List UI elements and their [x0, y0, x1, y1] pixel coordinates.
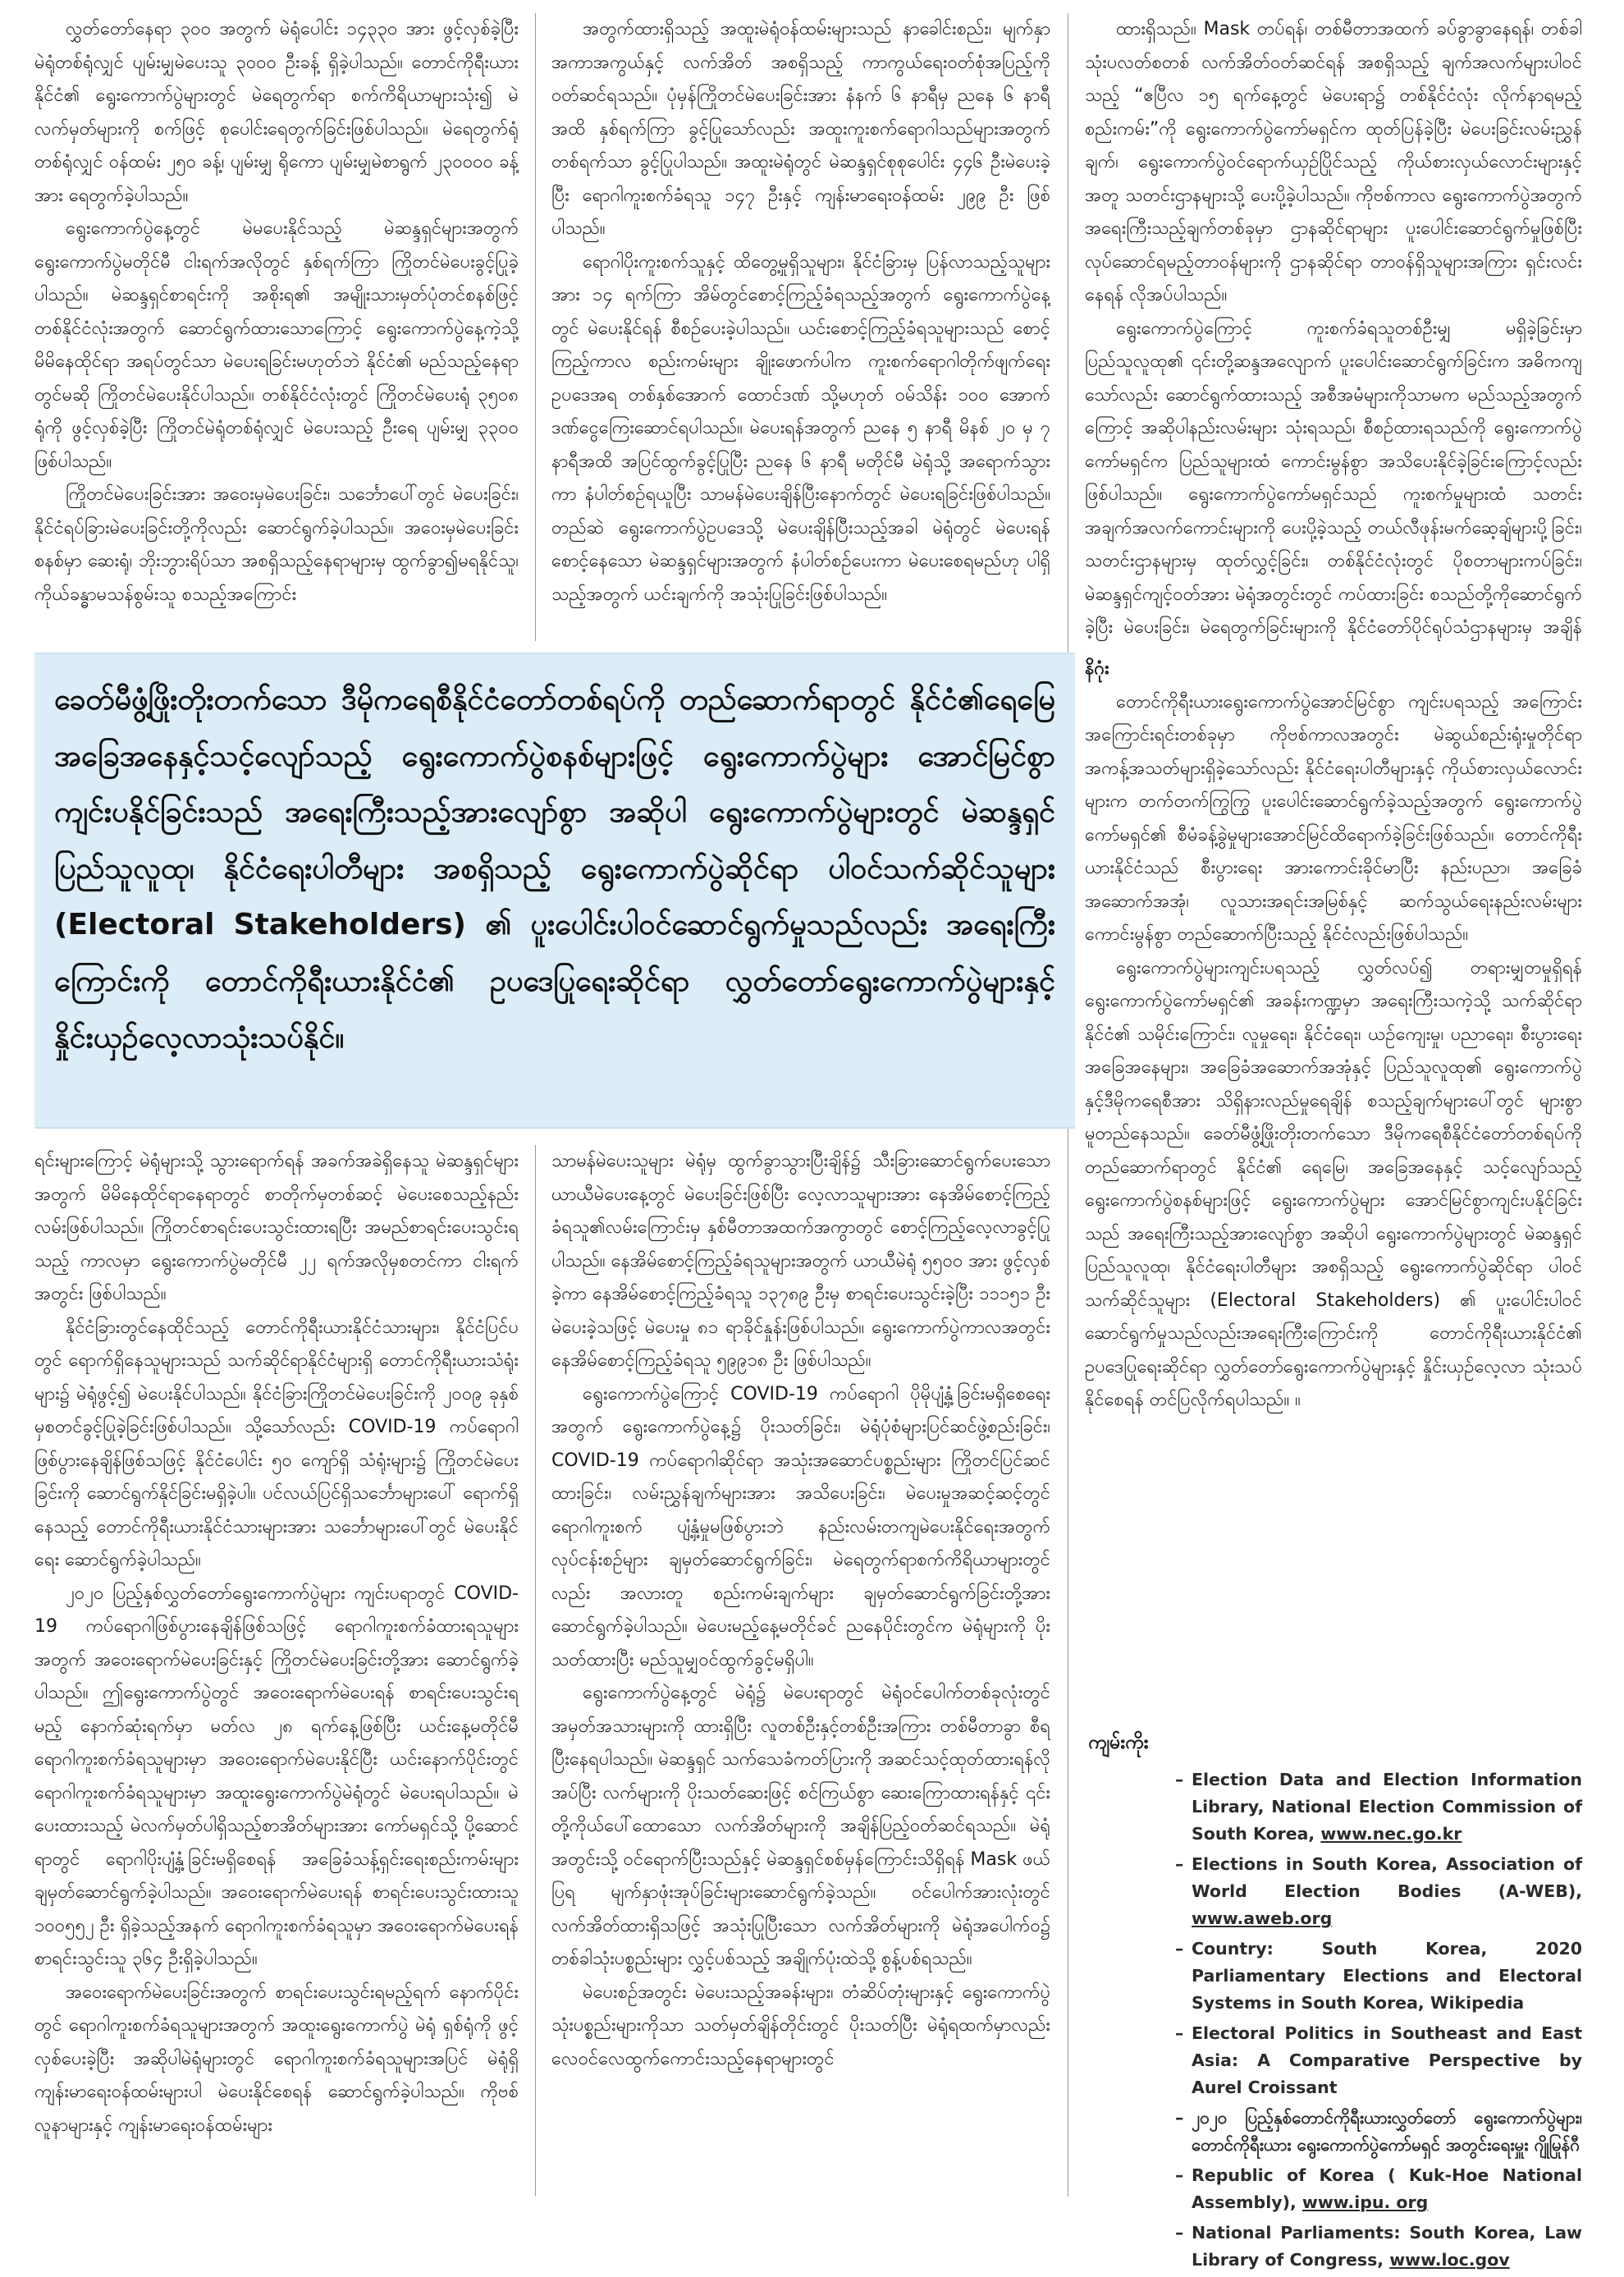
reference-item: [1192, 2162, 1582, 2216]
paragraph: ကြိုတင်မဲပေးခြင်းအား အဝေးမှမဲပေးခြင်း၊ သင်္ဘောပေါ်တွင် မဲပေးခြင်း၊ နိုင်ငံရပ်ခြားမဲပေးခြင်းတို့ကိုလည်း ဆောင်ရွက်ခဲ့ပါသည်။ အဝေးမှမဲပေးခြင်းစနစ်မှာ ဆေးရုံ၊ ဘိုးဘွားရိပ်သာ အစရှိသည့်နေရာများမှ ထွက်ခွာ၍မရနိုင်သူ၊ ကိုယ်ခန္ဓာမသန်စွမ်းသူ စသည့်အကြောင်း: [34, 484, 519, 605]
references-section: [1085, 1730, 1582, 2277]
paragraph: သာမန်မဲပေးသူများ မဲရုံမှ ထွက်ခွာသွားပြီးချိန်၌ သီးခြားဆောင်ရွက်ပေးသော ယာယီမဲပေးနေ့တွင် မဲပေးခြင်းဖြစ်ပြီး လေ့လာသူများအား နေအိမ်စောင့်ကြည့်ခံရသူ၏လမ်းကြောင်းမှ နှစ်မီတာအထက်အကွာတွင် စောင့်ကြည့်လေ့လာခွင့်ပြုပါသည်။ နေအိမ်စောင့်ကြည့်ခံရသူများအတွက် ယာယီမဲရုံ ၅၅၀၀ အား ဖွင့်လှစ်ခဲ့ကာ နေအိမ်စောင့်ကြည့်ခံရသူ ၁၃၇၈၉ ဦးမှ စာရင်းပေးသွင်းခဲ့ပြီး ၁၁၁၅၁ ဦးမဲပေးခဲ့သဖြင့် မဲပေးမှု ၈၁ ရာခိုင်နှုန်းဖြစ်ပါသည်။ ရွေးကောက်ပွဲကာလအတွင်း နေအိမ်စောင့်ကြည့်ခံရသူ ၅၉၉၁၈ ဦး ဖြစ်ပါသည်။: [551, 1151, 1050, 1371]
reference-text: Country: South Korea, 2020 Parliamentary Elections and Electoral Systems in South Korea, Wikipedia: [1192, 1939, 1582, 2013]
paragraph: ထားရှိသည်။ Mask တပ်ရန်၊ တစ်မီတာအထက် ခပ်ခွာခွာနေရန်၊ တစ်ခါသုံးပလတ်စတစ် လက်အိတ်ဝတ်ဆင်ရန် အစရှိသည့် ချက်အလက်များပါဝင်သည့် “ဧပြီလ ၁၅ ရက်နေ့တွင် မဲပေးရာ၌ တစ်နိုင်ငံလုံး လိုက်နာရမည့်စည်းကမ်း”ကို ရွေးကောက်ပွဲကော်မရှင်က ထုတ်ပြန်ခဲ့ပြီး မဲပေးခြင်းလမ်းညွှန်ချက်၊ ရွေးကောက်ပွဲဝင်ရောက်ယှဉ်ပြိုင်သည့် ကိုယ်စားလှယ်လောင်းများနှင့်အတူ သတင်းဌာနများသို့ ပေးပို့ခဲ့ပါသည်။ ကိုဗစ်ကာလ ရွေးကောက်ပွဲအတွက် အရေးကြီးသည့်ချက်တစ်ခုမှာ ဌာနဆိုင်ရာများ ပူးပေါင်းဆောင်ရွက်မှုဖြစ်ပြီး လုပ်ဆောင်ရမည့်တာဝန်များကို ဌာနဆိုင်ရာ တာဝန်ရှိသူများအကြား ရှင်းလင်းနေရန် လိုအပ်ပါသည်။: [1085, 19, 1582, 305]
reference-text: ၂၀၂၀ ပြည့်နှစ်တောင်ကိုရီးယားလွှတ်တော် ရွေးကောက်ပွဲများ၊ တောင်ကိုရီးယား ရွေးကောက်ပွဲကော်မရှင် အတွင်းရေးမှူး ဂျိုမြုန်ဂီ: [1192, 2108, 1582, 2155]
paragraph: နိုင်ငံခြားတွင်နေထိုင်သည့် တောင်ကိုရီးယားနိုင်ငံသားများ၊ နိုင်ငံပြင်ပတွင် ရောက်ရှိနေသူများသည် သက်ဆိုင်ရာနိုင်ငံများရှိ တောင်ကိုရီးယားသံရုံးများ၌ မဲရုံဖွင့်၍ မဲပေးနိုင်ပါသည်။ နိုင်ငံခြားကြိုတင်မဲပေးခြင်းကို ၂၀၀၉ ခုနှစ်မှစတင်ခွင့်ပြုခဲ့ခြင်းဖြစ်ပါသည်။ သို့သော်လည်း COVID-19 ကပ်ရောဂါ ဖြစ်ပွားနေချိန်ဖြစ်သဖြင့် နိုင်ငံပေါင်း ၅၀ ကျော်ရှိ သံရုံးများ၌ ကြိုတင်မဲပေးခြင်းကို ဆောင်ရွက်နိုင်ခြင်းမရှိခဲ့ပါ။ ပင်လယ်ပြင်ရှိသင်္ဘောများပေါ် ရောက်ရှိနေသည့် တောင်ကိုရီးယားနိုင်ငံသားများအား သင်္ဘောများပေါ်တွင် မဲပေးနိုင်ရေး ဆောင်ရွက်ခဲ့ပါသည်။: [34, 1317, 519, 1570]
paragraph: ရွေးကောက်ပွဲကြောင့် ကူးစက်ခံရသူတစ်ဦးမျှ မရှိခဲ့ခြင်းမှာ ပြည်သူလူထု၏ ၎င်းတို့ဆန္ဒအလျောက် ပူးပေါင်းဆောင်ရွက်ခြင်းက အဓိကကျသော်လည်း ဆောင်ရွက်ထားသည့် အစီအမံများကိုသာမက မည်သည့်အတွက်ကြောင့် အဆိုပါနည်းလမ်းများ သုံးရသည်၊ စီစဉ်ထားရသည်ကို ရွေးကောက်ပွဲကော်မရှင်က ပြည်သူများထံ ကောင်းမွန်စွာ အသိပေးနိုင်ခဲ့ခြင်းကြောင့်လည်း ဖြစ်ပါသည်။ ရွေးကောက်ပွဲကော်မရှင်သည် ကူးစက်မှုများထံ သတင်းအချက်အလက်ကောင်းများကို ပေးပို့ခဲ့သည့် တယ်လီဖုန်းမက်ဆေ့ချ်များပို့ခြင်း၊ သတင်းဌာနများမှ ထုတ်လွှင့်ခြင်း၊ တစ်နိုင်ငံလုံးတွင် ပိုစတာများကပ်ခြင်း၊ မဲဆန္ဒရှင်ကျင့်ဝတ်အား မဲရုံအတွင်းတွင် ကပ်ထားခြင်း စသည်တို့ကိုဆောင်ရွက်ခဲ့ပြီး မဲပေးခြင်း၊ မဲရေတွက်ခြင်းများကို နိုင်ငံတော်ပိုင်ရုပ်သံဌာနများမှ အချိန်: [1085, 318, 1582, 638]
column-2-lower: [551, 1145, 1050, 2196]
references-heading: ကျမ်းကိုး: [1088, 1732, 1149, 1753]
column-3-conclusion: [1085, 653, 1582, 1736]
column-3-upper: [1085, 13, 1582, 641]
reference-text: Elections in South Korea, Association of World Election Bodies (A-WEB),: [1192, 1854, 1582, 1901]
column-divider: [535, 1145, 536, 2196]
paragraph: လွှတ်တော်နေရာ ၃၀၀ အတွက် မဲရုံပေါင်း ၁၄၃၃၀ အား ဖွင့်လှစ်ခဲ့ပြီး မဲရုံတစ်ရုံလျှင် ပျမ်းမျှမဲပေးသူ ၃၀၀၀ ဦးခန့် ရှိခဲ့ပါသည်။ တောင်ကိုရီးယားနိုင်ငံ၏ ရွေးကောက်ပွဲများတွင် မဲရေတွက်ရာ စက်ကိရိယာများသုံး၍ မဲလက်မှတ်များကို စက်ဖြင့် စုပေါင်းရေတွက်ခြင်းဖြစ်ပါသည်။ မဲရေတွက်ရုံတစ်ရုံလျှင် ဝန်ထမ်း ၂၅၀ ခန့်၊ ပျမ်းမျှ ရိုကော ပျမ်းမျှမဲစာရွက် ၂၃၀၀၀၀ ခန့်အား ရေတွက်ခဲ့ပါသည်။: [34, 19, 519, 206]
reference-link[interactable]: www.loc.gov: [1389, 2250, 1510, 2270]
paragraph: မဲပေးစဉ်အတွင်း မဲပေးသည့်အခန်းများ၊ တံဆိပ်တုံးများနှင့် ရွေးကောက်ပွဲသုံးပစ္စည်းများကိုသာ သတ်မှတ်ချိန်တိုင်းတွင် ပိုးသတ်ပြီး မဲရုံရထက်မှာလည်း လေဝင်လေထွက်ကောင်းသည့်နေရာများတွင်: [551, 1981, 1050, 2069]
references-list: [1085, 1766, 1582, 2274]
reference-link[interactable]: www.nec.go.kr: [1320, 1824, 1462, 1844]
column-1-upper: [34, 13, 519, 641]
reference-item: [1192, 2220, 1582, 2274]
paragraph: အတွက်ထားရှိသည့် အထူးမဲရုံဝန်ထမ်းများသည် နာခေါင်းစည်း၊ မျက်နှာအကာအကွယ်နှင့် လက်အိတ် အစရှိသည့် ကာကွယ်ရေးဝတ်စုံအပြည့်ကို ဝတ်ဆင်ရသည်။ ပုံမှန်ကြိုတင်မဲပေးခြင်းအား နံနက် ၆ နာရီမှ ညနေ ၆ နာရီအထိ နှစ်ရက်ကြာ ခွင့်ပြုသော်လည်း အထူးကူးစက်ရောဂါသည်များအတွက် တစ်ရက်သာ ခွင့်ပြုပါသည်။ အထူးမဲရုံတွင် မဲဆန္ဒရှင်စုစုပေါင်း ၄၄၆ ဦးမဲပေးခဲ့ပြီး ရောဂါကူးစက်ခံရသူ ၁၄၇ ဦးနှင့် ကျန်းမာရေးဝန်ထမ်း ၂၉၉ ဦး ဖြစ်ပါသည်။: [551, 19, 1050, 239]
pull-quote-box: ခေတ်မီဖွံ့ဖြိုးတိုးတက်သော ဒီမိုကရေစီနိုင်ငံတော်တစ်ရပ်ကို တည်ဆောက်ရာတွင် နိုင်ငံ၏ရေမြေ အခြေအနေနှင့်သင့်လျော်သည့် ရွေးကောက်ပွဲစနစ်များဖြင့် ရွေးကောက်ပွဲများ အောင်မြင်စွာကျင်းပနိုင်ခြင်းသည် အရေးကြီးသည့်အားလျော်စွာ အဆိုပါ ရွေးကောက်ပွဲများတွင် မဲဆန္ဒရှင်ပြည်သူလူထု၊ နိုင်ငံရေးပါတီများ အစရှိသည့် ရွေးကောက်ပွဲဆိုင်ရာ ပါဝင်သက်ဆိုင်သူများ (Electoral Stakeholders) ၏ ပူးပေါင်းပါဝင်ဆောင်ရွက်မှုသည်လည်း အရေးကြီးကြောင်းကို တောင်ကိုရီးယားနိုင်ငံ၏ ဥပဒေပြုရေးဆိုင်ရာ လွှတ်တော်ရွေးကောက်ပွဲများနှင့် နှိုင်းယှဉ်လေ့လာသုံးသပ်နိုင်။: [34, 653, 1075, 1129]
reference-item: [1192, 1936, 1582, 2017]
reference-text: Electoral Politics in Southeast and East Asia: A Comparative Perspective by Aurel Croissant: [1192, 2023, 1582, 2097]
paragraph: ရင်းများကြောင့် မဲရုံများသို့ သွားရောက်ရန် အခက်အခဲရှိနေသူ မဲဆန္ဒရှင်များအတွက် မိမိနေထိုင်ရာနေရာတွင် စာတိုက်မှတစ်ဆင့် မဲပေးစေသည့်နည်းလမ်းဖြစ်ပါသည်။ ကြိုတင်စာရင်းပေးသွင်းထားရပြီး အမည်စာရင်းပေးသွင်းရသည့် ကာလမှာ ရွေးကောက်ပွဲမတိုင်မီ ၂၂ ရက်အလိုမှစတင်ကာ ငါးရက်အတွင်း ဖြစ်ပါသည်။: [34, 1151, 519, 1304]
reference-item: [1192, 2105, 1582, 2159]
column-divider: [535, 13, 536, 641]
paragraph: ရွေးကောက်ပွဲနေ့တွင် မဲရုံ၌ မဲပေးရာတွင် မဲရုံဝင်ပေါက်တစ်ခုလုံးတွင် အမှတ်အသားများကို ထားရှိပြီး လူတစ်ဦးနှင့်တစ်ဦးအကြား တစ်မီတာခွာ စီရပြီးနေရပါသည်။ မဲဆန္ဒရှင် သက်သေခံကတ်ပြားကို အဆင်သင့်ထုတ်ထားရန်လိုအပ်ပြီး လက်များကို ပိုးသတ်ဆေးဖြင့် စင်ကြယ်စွာ ဆေးကြောထားရန်နှင့် ၎င်းတို့ကိုယ်ပေါ်ထောသော လက်အိတ်များကို အချိန်ပြည့်ဝတ်ဆင်ရသည်။ မဲရုံအတွင်းသို့ ဝင်ရောက်ပြီးသည်နှင့် မဲဆန္ဒရှင်စစ်မှန်ကြောင်းသိရှိရန် Mask ဖယ်ပြရ မျက်နှာဖုံးအုပ်ခြင်းများဆောင်ရွက်ခဲ့သည်။ ဝင်ပေါက်အားလုံးတွင် လက်အိတ်ထားရှိသဖြင့် အသုံးပြုပြီးသော လက်အိတ်များကို မဲရုံအပေါက်ဝ၌ တစ်ခါသုံးပစ္စည်းများ လွှင့်ပစ်သည့် အချိုက်ပုံးထဲသို့ စွန့်ပစ်ရသည်။: [551, 1683, 1050, 1969]
paragraph: ၂၀၂၀ ပြည့်နှစ်လွှတ်တော်ရွေးကောက်ပွဲများ ကျင်းပရာတွင် COVID-19 ကပ်ရောဂါဖြစ်ပွားနေချိန်ဖြစ်သဖြင့် ရောဂါကူးစက်ခံထားရသူများအတွက် အဝေးရောက်မဲပေးခြင်းနှင့် ကြိုတင်မဲပေးခြင်းတို့အား ဆောင်ရွက်ခဲ့ပါသည်။ ဤရွေးကောက်ပွဲတွင် အဝေးရောက်မဲပေးရန် စာရင်းပေးသွင်းရမည့် နောက်ဆုံးရက်မှာ မတ်လ ၂၈ ရက်နေ့ဖြစ်ပြီး ယင်းနေ့မတိုင်မီ ရောဂါကူးစက်ခံရသူများမှာ အဝေးရောက်မဲပေးနိုင်ပြီး ယင်းနောက်ပိုင်းတွင် ရောဂါကူးစက်ခံရသူများမှာ အထူးရွေးကောက်ပွဲမဲရုံတွင် မဲပေးရပါသည်။ မဲပေးထားသည့် မဲလက်မှတ်ပါရှိသည့်စာအိတ်များအား ကော်မရှင်သို့ ပို့ဆောင်ရာတွင် ရောဂါပိုးပျံ့နှံ့ခြင်းမရှိစေရန် အခြေခံသန့်ရှင်းရေးစည်းကမ်းများ ချမှတ်ဆောင်ရွက်ခဲ့ပါသည်။ အဝေးရောက်မဲပေးရန် စာရင်းပေးသွင်းထားသူ ၁၀၀၅၅၂ ဦး ရှိခဲ့သည့်အနက် ရောဂါကူးစက်ခံရသူမှာ အဝေးရောက်မဲပေးရန် စာရင်းသွင်းသူ ၃၆၄ ဦးရှိခဲ့ပါသည်။: [34, 1583, 519, 1969]
reference-link[interactable]: www.ipu. org: [1301, 2192, 1429, 2212]
paragraph: ရွေးကောက်ပွဲကြောင့် COVID-19 ကပ်ရောဂါ ပိုမိုပျံ့နှံ့ခြင်းမရှိစေရေးအတွက် ရွေးကောက်ပွဲနေ့၌ ပိုးသတ်ခြင်း၊ မဲရုံပုံစံများပြင်ဆင်ဖွဲ့စည်းခြင်း၊ COVID-19 ကပ်ရောဂါဆိုင်ရာ အသုံးအဆောင်ပစ္စည်းများ ကြိုတင်ပြင်ဆင်ထားခြင်း၊ လမ်းညွှန်ချက်များအား အသိပေးခြင်း၊ မဲပေးမှုအဆင့်ဆင့်တွင် ရောဂါကူးစက် ပျံ့နှံ့မှုမဖြစ်ပွားဘဲ နည်းလမ်းတကျမဲပေးနိုင်ရေးအတွက် လုပ်ငန်းစဉ်များ ချမှတ်ဆောင်ရွက်ခြင်း၊ မဲရေတွက်ရာစက်ကိရိယာများတွင်လည်း အလားတူ စည်းကမ်းချက်များ ချမှတ်ဆောင်ရွက်ခြင်းတို့အား ဆောင်ရွက်ခဲ့ပါသည်။ မဲပေးမည့်နေ့မတိုင်ခင် ညနေပိုင်းတွင်က မဲရုံများကို ပိုးသတ်ထားပြီး မည်သူမျှဝင်ထွက်ခွင့်မရှိပါ။: [551, 1383, 1050, 1670]
reference-item: [1192, 2020, 1582, 2101]
reference-item: [1192, 1766, 1582, 1848]
paragraph: ရွေးကောက်ပွဲများကျင်းပရသည့် လွှတ်လပ်၍ တရားမျှတမှုရှိရန် ရွေးကောက်ပွဲကော်မရှင်၏ အခန်းကဏ္ဍမှာ အရေးကြီးသကဲ့သို့ သက်ဆိုင်ရာနိုင်ငံ၏ သမိုင်းကြောင်း၊ လူမှုရေး၊ နိုင်ငံရေး၊ ယဉ်ကျေးမှု၊ ပညာရေး၊ စီးပွားရေးအခြေအနေများ၊ အခြေခံအဆောက်အအုံနှင့် ပြည်သူလူထု၏ ရွေးကောက်ပွဲနှင့်ဒီမိုကရေစီအား သိရှိနားလည်မှုရေချိန် စသည့်ချက်များပေါ်တွင် များစွာမူတည်နေသည်။ ခေတ်မီဖွံ့ဖြိုးတိုးတက်သော ဒီမိုကရေစီနိုင်ငံတော်တစ်ရပ်ကို တည်ဆောက်ရာတွင် နိုင်ငံ၏ ရေမြေ၊ အခြေအနေနှင့် သင့်လျော်သည့် ရွေးကောက်ပွဲစနစ်များဖြင့် ရွေးကောက်ပွဲများ အောင်မြင်စွာကျင်းပနိုင်ခြင်းသည် အရေးကြီးသည့်အားလျော်စွာ အဆိုပါ ရွေးကောက်ပွဲများတွင် မဲဆန္ဒရှင်ပြည်သူလူထု၊ နိုင်ငံရေးပါတီများ အစရှိသည့် ရွေးကောက်ပွဲဆိုင်ရာ ပါဝင်သက်ဆိုင်သူများ (Electoral Stakeholders) ၏ ပူးပေါင်းပါဝင်ဆောင်ရွက်မှုသည်လည်းအရေးကြီးကြောင်းကို တောင်ကိုရီးယားနိုင်ငံ၏ ဥပဒေပြုရေးဆိုင်ရာ လွှတ်တော်ရွေးကောက်ပွဲများနှင့် နှိုင်းယှဉ်လေ့လာ သုံးသပ်နိုင်စေရန် တင်ပြလိုက်ရပါသည်။ ။: [1085, 957, 1582, 1410]
paragraph: အဝေးရောက်မဲပေးခြင်းအတွက် စာရင်းပေးသွင်းရမည့်ရက် နောက်ပိုင်းတွင် ရောဂါကူးစက်ခံရသူများအတွက် အထူးရွေးကောက်ပွဲ မဲရုံ ရှစ်ရုံကို ဖွင့်လှစ်ပေးခဲ့ပြီး အဆိုပါမဲရုံများတွင် ရောဂါကူးစက်ခံရသူများအပြင် မဲရုံရှိ ကျန်းမာရေးဝန်ထမ်းများပါ မဲပေးနိုင်စေရန် ဆောင်ရွက်ခဲ့ပါသည်။ ကိုဗစ်လူနာများနှင့် ကျန်းမာရေးဝန်ထမ်းများ: [34, 1981, 519, 2136]
paragraph: ရွေးကောက်ပွဲနေ့တွင် မဲမပေးနိုင်သည့် မဲဆန္ဒရှင်များအတွက် ရွေးကောက်ပွဲမတိုင်မီ ငါးရက်အလိုတွင် နှစ်ရက်ကြာ ကြိုတင်မဲပေးခွင့်ပြုခဲ့ပါသည်။ မဲဆန္ဒရှင်စာရင်းကို အစိုးရ၏ အမျိုးသားမှတ်ပုံတင်စနစ်ဖြင့် တစ်နိုင်ငံလုံးအတွက် ဆောင်ရွက်ထားသောကြောင့် ရွေးကောက်ပွဲနေ့ကဲ့သို့ မိမိနေထိုင်ရာ အရပ်တွင်သာ မဲပေးရခြင်းမဟုတ်ဘဲ နိုင်ငံ၏ မည်သည့်နေရာတွင်မဆို ကြိုတင်မဲပေးနိုင်ပါသည်။ တစ်နိုင်ငံလုံးတွင် ကြိုတင်မဲပေးရုံ ၃၅၀၈ ရုံကို ဖွင့်လှစ်ခဲ့ပြီး ကြိုတင်မဲရုံတစ်ရုံလျှင် မဲပေးသည့် ဦးရေ ပျမ်းမျှ ၃၃၀၀ ဖြစ်ပါသည်။: [34, 218, 519, 472]
reference-item: [1192, 1851, 1582, 1932]
conclusion-heading: နိဂုံး: [1085, 658, 1109, 679]
column-2-upper: [551, 13, 1050, 641]
reference-text: National Parliaments: South Korea, Law Library of Congress,: [1192, 2223, 1582, 2270]
paragraph: ရောဂါပိုးကူးစက်သူနှင့် ထိတွေ့မှုရှိသူများ၊ နိုင်ငံခြားမှ ပြန်လာသည့်သူများအား ၁၄ ရက်ကြာ အိမ်တွင်စောင့်ကြည့်ခံရသည့်အတွက် ရွေးကောက်ပွဲနေ့တွင် မဲပေးနိုင်ရန် စီစဉ်ပေးခဲ့ပါသည်။ ယင်းစောင့်ကြည့်ခံရသူများသည် စောင့်ကြည့်ကာလ စည်းကမ်းများ ချိုးဖောက်ပါက ကူးစက်ရောဂါတိုက်ဖျက်ရေးဥပဒေအရ တစ်နှစ်အောက် ထောင်ဒဏ် သို့မဟုတ် ဝမ်သိန်း ၁၀၀ အောက် ဒဏ်ငွေကြေးဆောင်ရပါသည်။ မဲပေးရန်အတွက် ညနေ ၅ နာရီ မိနစ် ၂၀ မှ ၇ နာရီအထိ အပြင်ထွက်ခွင့်ပြုပြီး ညနေ ၆ နာရီ မတိုင်မီ မဲရုံသို့ အရောက်သွားကာ နံပါတ်စဉ်ရယူပြီး သာမန်မဲပေးချိန်ပြီးနောက်တွင် မဲပေးရခြင်းဖြစ်ပါသည်။ တည်ဆဲ ရွေးကောက်ပွဲဥပဒေသို့ မဲပေးချိန်ပြီးသည့်အခါ မဲရုံတွင် မဲပေးရန်စောင့်နေသော မဲဆန္ဒရှင်များအတွက် နံပါတ်စဉ်ပေးကာ မဲပေးစေရမည်ဟု ပါရှိသည့်အတွက် ယင်းချက်ကို အသုံးပြုခြင်းဖြစ်ပါသည်။: [551, 251, 1050, 605]
reference-text: Election Data and Election Information Library, National Election Commission of South Korea,: [1192, 1770, 1582, 1844]
paragraph: တောင်ကိုရီးယားရွေးကောက်ပွဲအောင်မြင်စွာ ကျင်းပရသည့် အကြောင်းအကြောင်းရင်းတစ်ခုမှာ ကိုဗစ်ကာလအတွင်း မဲဆွယ်စည်းရုံးမှုတိုင်ရာ အကန့်အသတ်များရှိခဲ့သော်လည်း နိုင်ငံရေးပါတီများနှင့် ကိုယ်စားလှယ်လောင်းများက တက်တက်ကြွကြွ ပူးပေါင်းဆောင်ရွက်ခဲ့သည့်အတွက် ရွေးကောက်ပွဲကော်မရှင်၏ စီမံခန့်ခွဲမှုများအောင်မြင်ထိရောက်ခဲ့ခြင်းဖြစ်သည်။ တောင်ကိုရီးယားနိုင်ငံသည် စီးပွားရေး အားကောင်းခိုင်မာပြီး နည်းပညာ၊ အခြေခံအဆောက်အအုံ၊ လူသားအရင်းအမြစ်နှင့် ဆက်သွယ်ရေးနည်းလမ်းများ ကောင်းမွန်စွာ တည်ဆောက်ပြီးသည့် နိုင်ငံလည်းဖြစ်ပါသည်။: [1085, 691, 1582, 945]
reference-link[interactable]: www.aweb.org: [1192, 1908, 1333, 1928]
column-1-lower: [34, 1145, 519, 2196]
reference-text: Republic of Korea ( Kuk-Hoe National Assembly),: [1192, 2165, 1582, 2212]
